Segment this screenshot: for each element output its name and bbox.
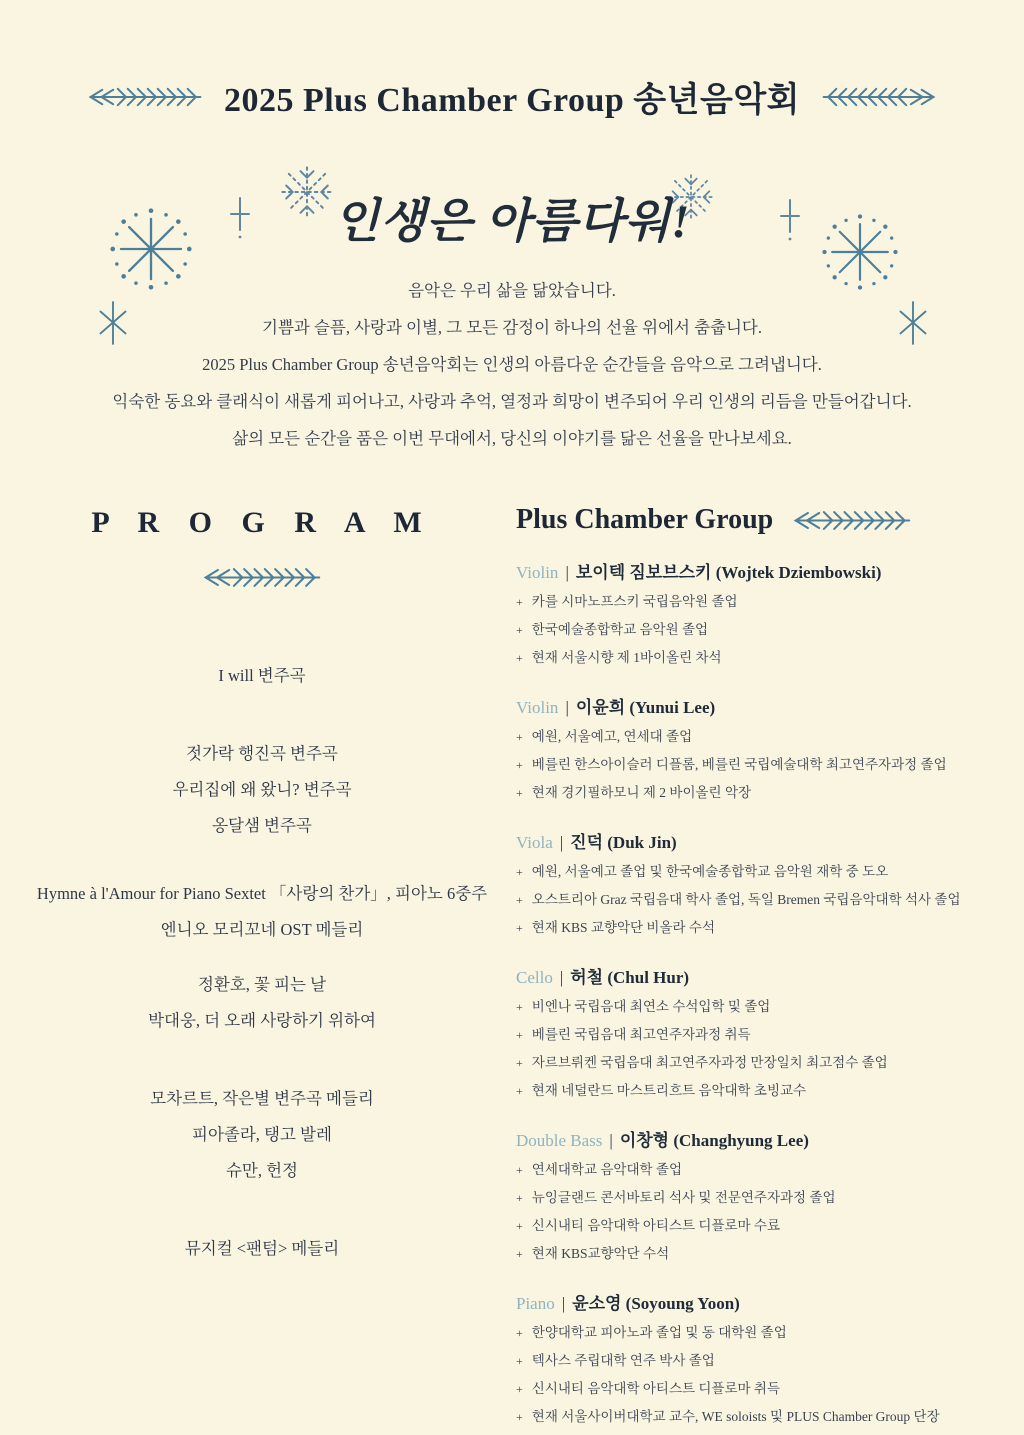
separator: | [565,698,569,717]
credit-line [516,723,988,751]
credit-text: 예원, 서울예고, 연세대 졸업 [531,729,693,744]
member-piano [516,1289,988,1431]
bullet-icon: + [516,651,523,665]
bullet-icon: + [516,786,523,800]
credit-text: 현재 서울사이버대학교 교수, WE soloists 및 PLUS Chamber Group 단장 [531,1409,940,1424]
program-item: 뮤지컬 <팬텀> 메들리 [184,1239,340,1258]
laurel-branch-icon [820,84,938,110]
credit-line [516,1049,988,1077]
credit-line [516,914,988,942]
intro-line: 기쁨과 슬픔, 사랑과 이별, 그 모든 감정이 하나의 선율 위에서 춤춥니다. [262,318,762,337]
member-header [516,1126,988,1151]
intro-line: 삶의 모든 순간을 품은 이번 무대에서, 당신의 이야기를 닮은 선율을 만나보세요. [232,429,792,448]
laurel-branch-icon [201,564,323,591]
bullet-icon: + [516,595,523,609]
separator: | [561,1294,566,1313]
member-name: 이창형 (Changhyung Lee) [619,1131,809,1150]
credit-line [516,1077,988,1105]
instrument-label: Piano [516,1294,555,1313]
member-viola [516,828,988,942]
credit-line [516,1375,988,1403]
ensemble-header [516,504,988,536]
member-name: 이윤희 (Yunui Lee) [575,698,716,717]
intro-paragraph [0,272,1024,457]
separator: | [559,833,564,852]
member-name: 진덕 (Duk Jin) [570,833,677,852]
ensemble-heading: Plus Chamber Group [516,504,774,535]
credit-text: 오스트리아 Graz 국립음대 학사 졸업, 독일 Bremen 국립음악대학 석사 졸업 [531,892,961,907]
program-item: 엔니오 모리꼬네 OST 메들리 [160,920,364,939]
credit-text: 현재 경기필하모니 제 2 바이올린 악장 [531,785,752,800]
member-header [516,963,988,988]
bullet-icon: + [516,1382,523,1396]
instrument-label: Violin [516,563,559,582]
credit-text: 예원, 서울예고 졸업 및 한국예술종합학교 음악원 재학 중 도오 [531,864,889,879]
program-item: 슈만, 헌정 [225,1161,298,1180]
program-item: Hymne à l'Amour for Piano Sextet 「사랑의 찬가」, 피아노 6중주 [36,884,488,903]
program-item: 모차르트, 작은별 변주곡 메들리 [150,1089,374,1108]
bullet-icon: + [516,1056,523,1070]
credit-line [516,886,988,914]
program-item: 옹달샘 변주곡 [212,816,312,835]
credit-line [516,1156,988,1184]
credit-text: 베를린 한스아이슬러 디플롬, 베를린 국립예술대학 최고연주자과정 졸업 [531,757,947,772]
credit-text: 한양대학교 피아노과 졸업 및 동 대학원 졸업 [531,1325,787,1340]
instrument-label: Viola [516,833,553,852]
intro-line: 2025 Plus Chamber Group 송년음악회는 인생의 아름다운 순간들을 음악으로 그려냅니다. [202,355,822,374]
program-item: 피아졸라, 탱고 발레 [192,1125,332,1144]
credit-text: 현재 KBS교향악단 수석 [531,1246,670,1261]
separator: | [609,1131,613,1150]
credit-line [516,779,988,807]
bullet-icon: + [516,1354,523,1368]
instrument-label: Violin [516,698,559,717]
intro-line: 익숙한 동요와 클래식이 새롭게 피어나고, 사랑과 추억, 열정과 희망이 변주되어 우리 인생의 리듬을 만들어갑니다. [112,392,912,411]
credit-line [516,1319,988,1347]
credit-text: 현재 네덜란드 마스트리흐트 음악대학 초빙교수 [531,1083,807,1098]
member-violin-1 [516,558,988,672]
bullet-icon: + [516,758,523,772]
program-list [36,658,488,1267]
title-row [0,72,1024,121]
credit-text: 카를 시마노프스키 국립음악원 졸업 [531,594,738,609]
program-item: 젓가락 행진곡 변주곡 [186,744,338,763]
credit-text: 신시내티 음악대학 아티스트 디플로마 수료 [531,1218,781,1233]
member-name: 보이텍 짐보브스키 (Wojtek Dziembowski) [575,563,882,582]
credit-line [516,1403,988,1431]
separator: | [559,968,564,987]
member-name: 허철 (Chul Hur) [570,968,690,987]
program-heading: P R O G R A M [91,506,433,539]
credit-line [516,751,988,779]
member-cello [516,963,988,1105]
bullet-icon: + [516,1084,523,1098]
credit-line [516,1347,988,1375]
credit-text: 뉴잉글랜드 콘서바토리 석사 및 전문연주자과정 졸업 [531,1190,836,1205]
credit-line [516,616,988,644]
credit-text: 비엔나 국립음대 최연소 수석입학 및 졸업 [531,999,771,1014]
program-column [36,498,488,1435]
instrument-label: Double Bass [516,1131,603,1150]
program-item: I will 변주곡 [218,666,306,685]
bullet-icon: + [516,1191,523,1205]
credit-line [516,993,988,1021]
credit-text: 자르브뤼켄 국립음대 최고연주자과정 만장일치 최고점수 졸업 [531,1055,888,1070]
member-name: 윤소영 (Soyoung Yoon) [572,1294,740,1313]
bullet-icon: + [516,1410,523,1424]
member-violin-2 [516,693,988,807]
content-columns [36,498,988,1435]
laurel-branch-icon [791,507,913,534]
program-item: 우리집에 왜 왔니? 변주곡 [172,780,352,799]
credit-line [516,644,988,672]
bullet-icon: + [516,1028,523,1042]
credit-text: 한국예술종합학교 음악원 졸업 [531,622,709,637]
program-item: 정환호, 꽃 피는 날 [197,975,327,994]
bullet-icon: + [516,623,523,637]
member-header [516,1289,988,1314]
bullet-icon: + [516,1247,523,1261]
credit-text: 텍사스 주립대학 연주 박사 졸업 [531,1353,715,1368]
laurel-branch-icon [86,84,204,110]
credit-text: 현재 서울시향 제 1바이올린 차석 [531,650,722,665]
credit-line [516,858,988,886]
credit-text: 베를린 국립음대 최고연주자과정 취득 [531,1027,751,1042]
credit-text: 연세대학교 음악대학 졸업 [531,1162,682,1177]
credit-line [516,1021,988,1049]
poster-subtitle: 인생은 아름다워! [333,196,691,248]
instrument-label: Cello [516,968,553,987]
bullet-icon: + [516,730,523,744]
credit-line [516,1184,988,1212]
bullet-icon: + [516,1219,523,1233]
intro-line: 음악은 우리 삶을 닮았습니다. [408,281,616,300]
separator: | [565,563,569,582]
bullet-icon: + [516,865,523,879]
bullet-icon: + [516,1000,523,1014]
member-list [516,558,988,1431]
credit-line [516,588,988,616]
member-double-bass [516,1126,988,1268]
ensemble-column [488,498,988,1435]
program-item: 박대웅, 더 오래 사랑하기 위하여 [148,1011,376,1030]
credit-text: 신시내티 음악대학 아티스트 디플로마 취득 [531,1381,781,1396]
bullet-icon: + [516,1326,523,1340]
bullet-icon: + [516,921,523,935]
poster-title: 2025 Plus Chamber Group 송년음악회 [223,82,801,119]
credit-line [516,1212,988,1240]
member-header [516,693,988,718]
bullet-icon: + [516,1163,523,1177]
credit-text: 현재 KBS 교향악단 비올라 수석 [531,920,715,935]
member-header [516,558,988,583]
credit-line [516,1240,988,1268]
member-header [516,828,988,853]
bullet-icon: + [516,893,523,907]
